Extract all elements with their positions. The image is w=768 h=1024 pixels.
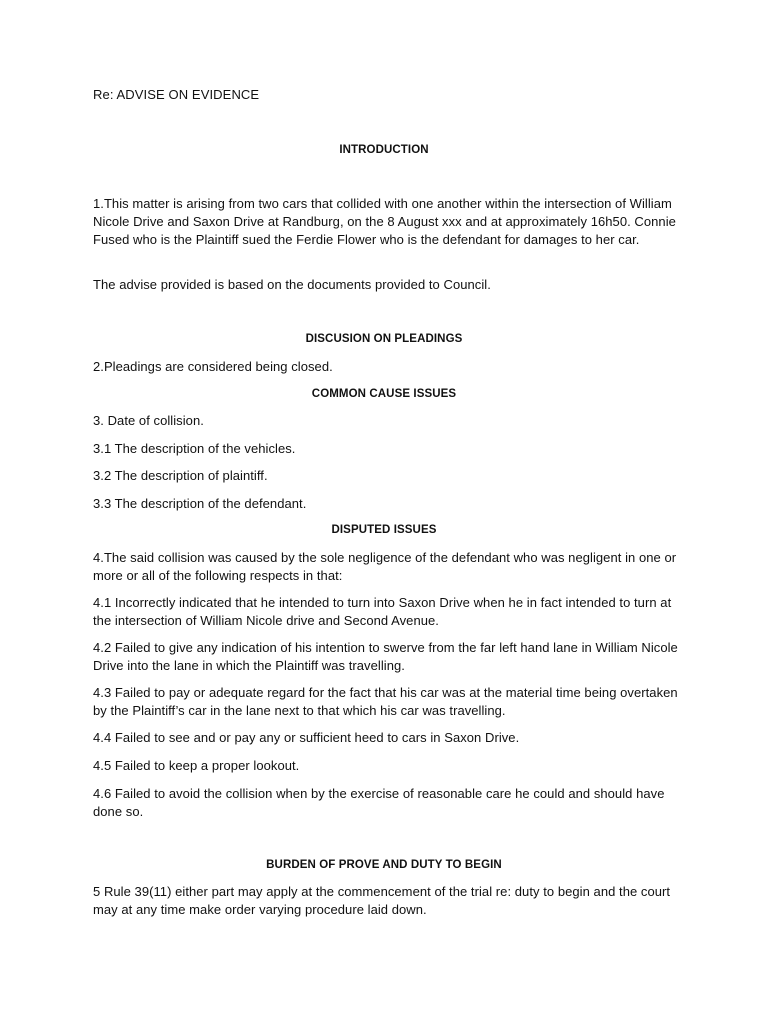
- paragraph-4-3: 4.3 Failed to pay or adequate regard for the fact that his car was at the material time being overtaken by the Plaintiff’s car in the lane next to that which his car was travelling.: [93, 685, 678, 718]
- paragraph-3-2: 3.2 The description of plaintiff.: [93, 468, 268, 483]
- paragraph-4-6: 4.6 Failed to avoid the collision when by the exercise of reasonable care he could and should have done so.: [93, 786, 665, 819]
- paragraph-4-4: 4.4 Failed to see and or pay any or sufficient heed to cars in Saxon Drive.: [93, 730, 520, 745]
- paragraph-2: 2.Pleadings are considered being closed.: [93, 359, 333, 374]
- heading-discusion-on-pleadings: DISCUSION ON PLEADINGS: [305, 333, 463, 345]
- paragraph-5: 5 Rule 39(11) either part may apply at the commencement of the trial re: duty to begin and the court may at any time make order varying procedure laid down.: [93, 884, 671, 917]
- heading-burden-of-prove: BURDEN OF PROVE AND DUTY TO BEGIN: [266, 859, 502, 871]
- paragraph-3: 3. Date of collision.: [93, 413, 204, 428]
- paragraph-4: 4.The said collision was caused by the sole negligence of the defendant who was negligent in one or more or all of the following respects in that:: [93, 550, 677, 583]
- heading-introduction: INTRODUCTION: [339, 144, 429, 156]
- paragraph-3-1: 3.1 The description of the vehicles.: [93, 441, 296, 456]
- re-line: Re: ADVISE ON EVIDENCE: [93, 87, 260, 102]
- paragraph-advise: The advise provided is based on the documents provided to Council.: [93, 277, 491, 292]
- paragraph-1: 1.This matter is arising from two cars that collided with one another within the intersection of William Nicole Drive and Saxon Drive at Randburg, on the 8 August xxx and at approximately 16h50. Connie Fused who is the Plaintiff sued the Ferdie Flower who is the defendant for damages to her car.: [93, 196, 676, 247]
- paragraph-4-2: 4.2 Failed to give any indication of his intention to swerve from the far left hand lane in William Nicole Drive into the lane in which the Plaintiff was travelling.: [93, 640, 678, 673]
- paragraph-4-1: 4.1 Incorrectly indicated that he intended to turn into Saxon Drive when he in fact intended to turn at the intersection of William Nicole drive and Second Avenue.: [93, 595, 672, 628]
- paragraph-3-3: 3.3 The description of the defendant.: [93, 496, 307, 511]
- heading-common-cause-issues: COMMON CAUSE ISSUES: [311, 388, 457, 400]
- paragraph-4-5: 4.5 Failed to keep a proper lookout.: [93, 758, 300, 773]
- heading-disputed-issues: DISPUTED ISSUES: [331, 524, 437, 536]
